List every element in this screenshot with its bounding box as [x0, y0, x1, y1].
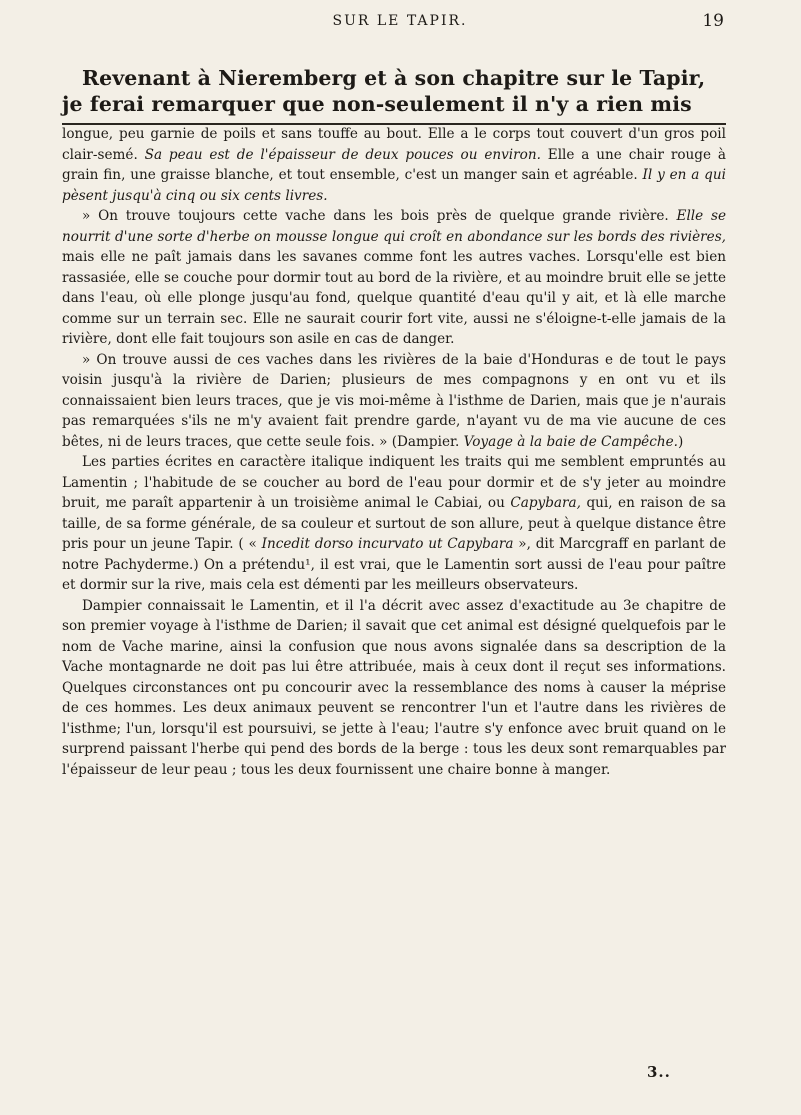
paragraph-3: [62, 350, 726, 453]
italic-run: Voyage à la baie de Campêche.: [463, 433, 678, 450]
text-run: Dampier connaissait le Lamentin, et il l'a décrit avec assez d'exactitude au 3e chapitre de son premier voyage à l'isthme de Darien; il savait que cet animal est désigné quelquefois par le nom de Vache marine, ainsi la confusion que nous avons signalée dans sa description de la Vache montagnarde ne doit pas lui être attribuée, mais à ceux dont il reçut ses informations. Quelques circonstances ont pu concourir avec la ressemblance des noms à causer la méprise de ces hommes. Les deux animaux peuvent se rencontrer l'un et l'autre dans les rivières de l'isthme; l'un, lorsqu'il est poursuivi, se jette à l'eau; l'autre s'y enfonce avec bruit quand on le surprend paissant l'herbe qui pend des bords de la berge : tous les deux sont remarquables par l'épaisseur de leur peau ; tous les deux fournissent une chaire bonne à manger.: [62, 597, 726, 778]
signature-mark: 3..: [647, 1063, 671, 1081]
page-number: 19: [702, 11, 724, 31]
text-run: longue, peu garnie de poils et sans touffe au bout. Elle a le corps tout couvert d'un gros poil clair-semé.: [62, 126, 726, 163]
text-run: » On trouve toujours cette vache dans les bois près de quelque grande rivière.: [82, 208, 677, 224]
text-run: », dit Marcgraff en parlant de notre Pachyderme.) On a prétendu¹, il est vrai, que le Lamentin sort aussi de l'eau pour paître et dormir sur la rive, mais cela est démenti par les meilleurs observateurs.: [62, 536, 726, 593]
text-run: qui, en raison de sa taille, de sa forme générale, de sa couleur et surtout de son allure, peut à quelque distance être pris pour un jeune Tapir. ( «: [62, 495, 726, 552]
paragraph-1: [62, 124, 726, 206]
paragraph-5: [62, 596, 726, 781]
headline-line-1: Revenant à Nieremberg et à son chapitre sur le Tapir,: [82, 66, 706, 90]
paragraph-2: [62, 206, 726, 350]
body-text: [62, 124, 726, 780]
italic-run: Sa peau est de l'épaisseur de deux pouces ou environ.: [144, 146, 541, 163]
text-run: Elle a une chair rouge à grain fin, une graisse blanche, et tout ensemble, c'est un manger sain et agréable.: [62, 146, 727, 183]
italic-run: Il y en a qui pèsent jusqu'à cinq ou six cents livres.: [62, 167, 726, 204]
text-run: Les parties écrites en caractère italique indiquent les traits qui me semblent empruntés au Lamentin ; l'habitude de se coucher au bord de l'eau pour dormir et de s'y jeter au moindre bruit, me paraît appartenir à un troisième animal le Cabiai, ou: [62, 454, 726, 511]
headline-paragraph: [62, 66, 726, 117]
running-title: SUR LE TAPIR.: [332, 13, 468, 29]
text-run: » On trouve aussi de ces vaches dans les rivières de la baie d'Honduras e de tout le pays voisin jusqu'à la rivière de Darien; plusieurs de mes compagnons y en ont vu et ils connaissaient bien leurs traces, que je vis moi-même à l'isthme de Darien, mais que je n'aurais pas remarquées s'ils ne m'y avaient fait prendre garde, n'ayant vu de ma vie aucune de ces bêtes, ni de leurs traces, que cette seule fois. » (Dampier.: [62, 351, 726, 450]
italic-run: Incedit dorso incurvato ut Capybara: [261, 536, 514, 552]
text-run: mais elle ne paît jamais dans les savanes comme font les autres vaches. Lorsqu'elle est bien rassasiée, elle se couche pour dormir tout au bord de la rivière, et au moindre bruit elle se jette dans l'eau, où elle plonge jusqu'au fond, quelque quantité d'eau qu'il y ait, et là elle marche comme sur un terrain sec. Elle ne saurait courir fort vite, aussi ne s'éloigne-t-elle jamais de la rivière, dont elle fait toujours son asile en cas de danger.: [62, 249, 726, 347]
italic-run: Elle se nourrit d'une sorte d'herbe on mousse longue qui croît en abondance sur les bords des rivières,: [62, 208, 726, 245]
paragraph-4: [62, 452, 726, 596]
text-run: ): [677, 433, 684, 450]
headline-line-2: je ferai remarquer que non-seulement il n'y a rien mis: [62, 91, 692, 116]
page-header: [70, 11, 730, 33]
italic-run: Capybara,: [510, 495, 581, 511]
